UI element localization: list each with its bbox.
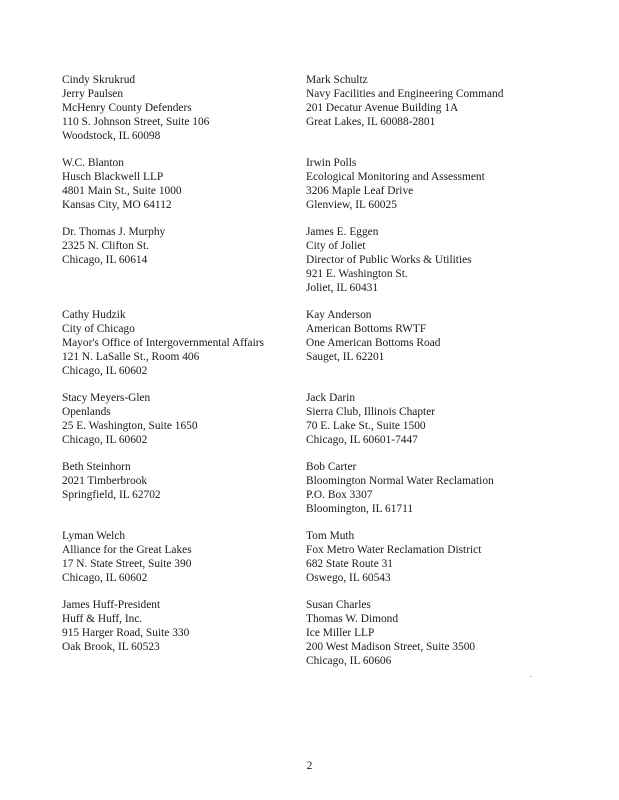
address-block-left-6: [62, 461, 161, 503]
address-line: 682 State Route 31: [306, 557, 394, 570]
address-line: Glenview, IL 60025: [306, 198, 397, 211]
address-block-right-2: [306, 157, 485, 213]
address-block-right-6: [306, 461, 494, 517]
address-line: Lyman Welch: [62, 530, 126, 542]
address-block-left-7: [62, 530, 192, 586]
address-line: Jack Darin: [306, 392, 356, 404]
address-line: 200 West Madison Street, Suite 3500: [306, 640, 476, 653]
address-line: Mayor's Office of Intergovernmental Affairs: [62, 336, 264, 349]
address-block-left-2: [62, 157, 182, 213]
scan-speck: [530, 676, 531, 677]
address-line: City of Joliet: [306, 239, 366, 252]
address-line: Tom Muth: [306, 530, 355, 542]
address-line: Cathy Hudzik: [62, 309, 126, 321]
address-block-right-3: [306, 226, 472, 296]
address-line: 110 S. Johnson Street, Suite 106: [62, 115, 210, 128]
address-line: One American Bottoms Road: [306, 336, 441, 349]
address-line: Kansas City, MO 64112: [62, 198, 172, 211]
address-line: Susan Charles: [306, 599, 371, 611]
address-line: American Bottoms RWTF: [306, 322, 427, 335]
address-line: W.C. Blanton: [62, 157, 124, 169]
address-block-right-7: [306, 530, 481, 586]
address-line: Cindy Skrukrud: [62, 74, 136, 86]
address-line: Husch Blackwell LLP: [62, 170, 164, 183]
address-line: James Huff-President: [62, 599, 161, 611]
address-block-left-5: [62, 392, 198, 448]
address-line: 17 N. State Street, Suite 390: [62, 557, 192, 570]
address-line: Chicago, IL 60602: [62, 364, 148, 377]
address-line: Beth Steinhorn: [62, 461, 131, 473]
address-line: 2325 N. Clifton St.: [62, 239, 150, 252]
address-line: Chicago, IL 60606: [306, 654, 392, 667]
address-line: 121 N. LaSalle St., Room 406: [62, 350, 200, 363]
address-line: Navy Facilities and Engineering Command: [306, 87, 504, 100]
address-line: 921 E. Washington St.: [306, 267, 408, 280]
address-line: 70 E. Lake St., Suite 1500: [306, 419, 426, 432]
address-line: Dr. Thomas J. Murphy: [62, 226, 166, 238]
address-block-right-1: [306, 74, 503, 130]
address-block-left-3: [62, 226, 165, 268]
address-line: 4801 Main St., Suite 1000: [62, 184, 182, 197]
address-line: 915 Harger Road, Suite 330: [62, 626, 190, 639]
address-block-right-8: [306, 599, 475, 669]
address-line: Fox Metro Water Reclamation District: [306, 543, 482, 556]
address-line: Sierra Club, Illinois Chapter: [306, 405, 436, 418]
address-line: McHenry County Defenders: [62, 101, 192, 114]
address-line: Springfield, IL 62702: [62, 488, 161, 501]
address-block-right-4: [306, 309, 440, 365]
address-block-left-8: [62, 599, 189, 655]
address-line: Chicago, IL 60602: [62, 571, 148, 584]
address-line: Thomas W. Dimond: [306, 612, 399, 625]
address-line: Ecological Monitoring and Assessment: [306, 170, 485, 183]
address-line: Ice Miller LLP: [306, 626, 375, 639]
address-line: Oak Brook, IL 60523: [62, 640, 160, 653]
address-line: City of Chicago: [62, 322, 135, 335]
address-line: Bloomington Normal Water Reclamation: [306, 474, 494, 487]
address-line: Great Lakes, IL 60088-2801: [306, 115, 436, 128]
address-line: Jerry Paulsen: [62, 87, 124, 100]
address-line: James E. Eggen: [306, 226, 379, 238]
address-line: 25 E. Washington, Suite 1650: [62, 419, 198, 432]
address-line: Kay Anderson: [306, 309, 372, 321]
address-block-right-5: [306, 392, 435, 448]
address-line: 2021 Timberbrook: [62, 474, 148, 487]
address-line: Huff & Huff, Inc.: [62, 612, 143, 625]
address-line: Woodstock, IL 60098: [62, 129, 161, 142]
address-line: Oswego, IL 60543: [306, 571, 391, 584]
address-line: 201 Decatur Avenue Building 1A: [306, 101, 459, 114]
address-line: Chicago, IL 60601-7447: [306, 433, 418, 446]
address-block-left-1: [62, 74, 209, 144]
address-line: P.O. Box 3307: [306, 488, 373, 501]
page-number: 2: [306, 760, 313, 772]
address-block-left-4: [62, 309, 264, 379]
address-line: Sauget, IL 62201: [306, 350, 385, 363]
address-line: Stacy Meyers-Glen: [62, 392, 151, 404]
address-line: Chicago, IL 60602: [62, 433, 148, 446]
address-line: Openlands: [62, 405, 111, 418]
address-line: Joliet, IL 60431: [306, 281, 379, 294]
address-line: Director of Public Works & Utilities: [306, 253, 472, 266]
address-line: Bloomington, IL 61711: [306, 502, 414, 515]
address-line: Chicago, IL 60614: [62, 253, 148, 266]
address-line: Mark Schultz: [306, 74, 368, 86]
address-line: Irwin Polls: [306, 157, 357, 169]
address-line: 3206 Maple Leaf Drive: [306, 184, 414, 197]
address-line: Alliance for the Great Lakes: [62, 543, 192, 556]
address-line: Bob Carter: [306, 461, 357, 473]
